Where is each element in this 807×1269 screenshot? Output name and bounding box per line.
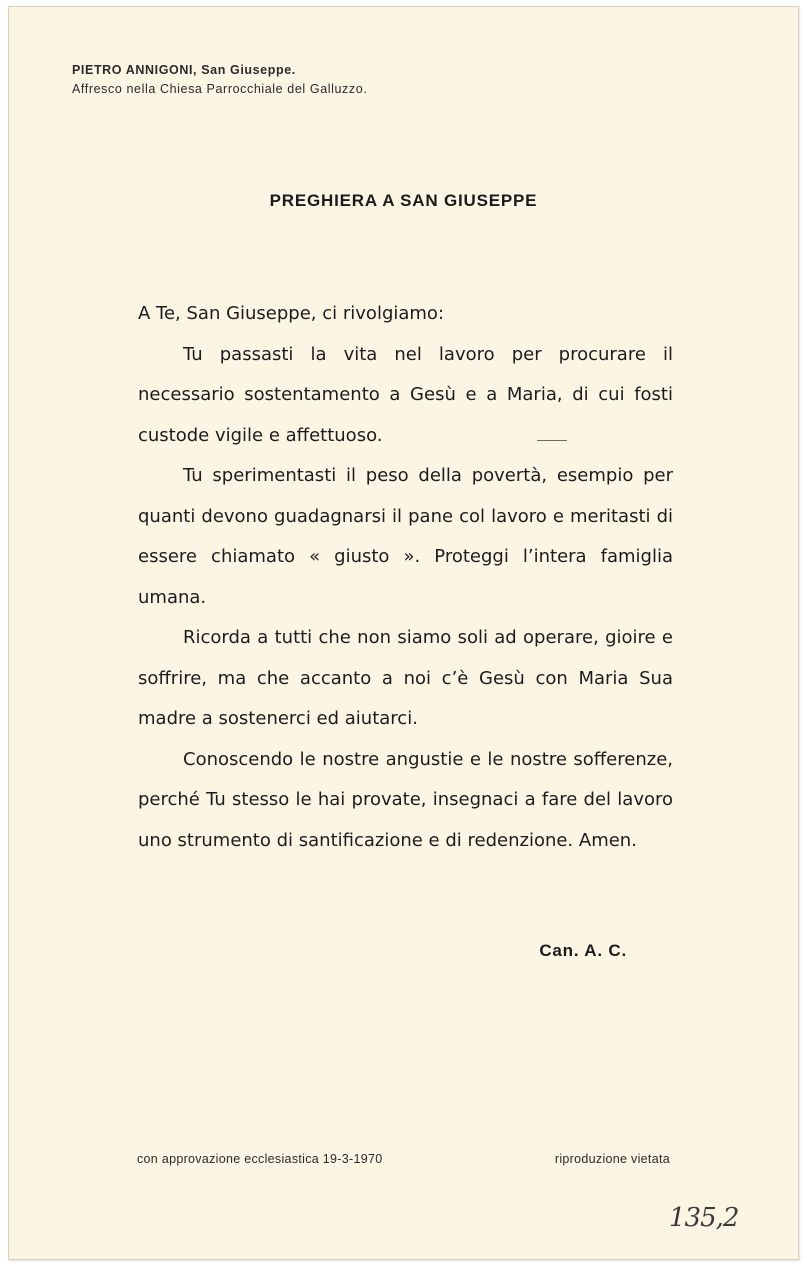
prayer-paragraph: Conoscendo le nostre angustie e le nostre sofferenze, perché Tu stesso le hai provate, insegnaci a fare del lavoro uno strumento di santificazione e di redenzione. Amen. xyxy=(138,748,673,851)
prayer-paragraph: Tu sperimentasti il peso della povertà, esempio per quanti devono guadagnarsi il pane col lavoro e meritasti di essere chiamato « giusto ». Proteggi l’intera famiglia umana. xyxy=(138,465,673,608)
artwork-title: San Giuseppe. xyxy=(201,63,296,77)
prayer-paragraph: Tu passasti la vita nel lavoro per procurare il necessario sostentamento a Gesù e a Maria, di cui fosti custode vigile e affettuoso. xyxy=(138,343,673,446)
author-signature: Can. A. C. xyxy=(539,941,627,960)
stray-pen-mark xyxy=(537,440,567,441)
prayer-text xyxy=(138,294,673,861)
prayer-paragraph: Ricorda a tutti che non siamo soli ad operare, gioire e soffrire, ma che accanto a noi c’è Gesù con Maria Sua madre a sostenerci ed aiutarci. xyxy=(138,627,673,729)
artwork-location: Affresco nella Chiesa Parrocchiale del Galluzzo. xyxy=(72,82,368,96)
artwork-credit xyxy=(72,61,367,99)
approval-note: con approvazione ecclesiastica 19-3-1970 xyxy=(137,1152,383,1166)
prayer-card xyxy=(8,6,799,1260)
prayer-opening: A Te, San Giuseppe, ci rivolgiamo: xyxy=(138,303,445,324)
handwritten-catalog-number: 135,2 xyxy=(669,1203,739,1233)
prayer-title: PREGHIERA A SAN GIUSEPPE xyxy=(269,191,538,210)
artist-name: PIETRO ANNIGONI, xyxy=(72,63,198,77)
credit-line-1 xyxy=(72,61,367,80)
rights-note: riproduzione vietata xyxy=(554,1152,670,1166)
